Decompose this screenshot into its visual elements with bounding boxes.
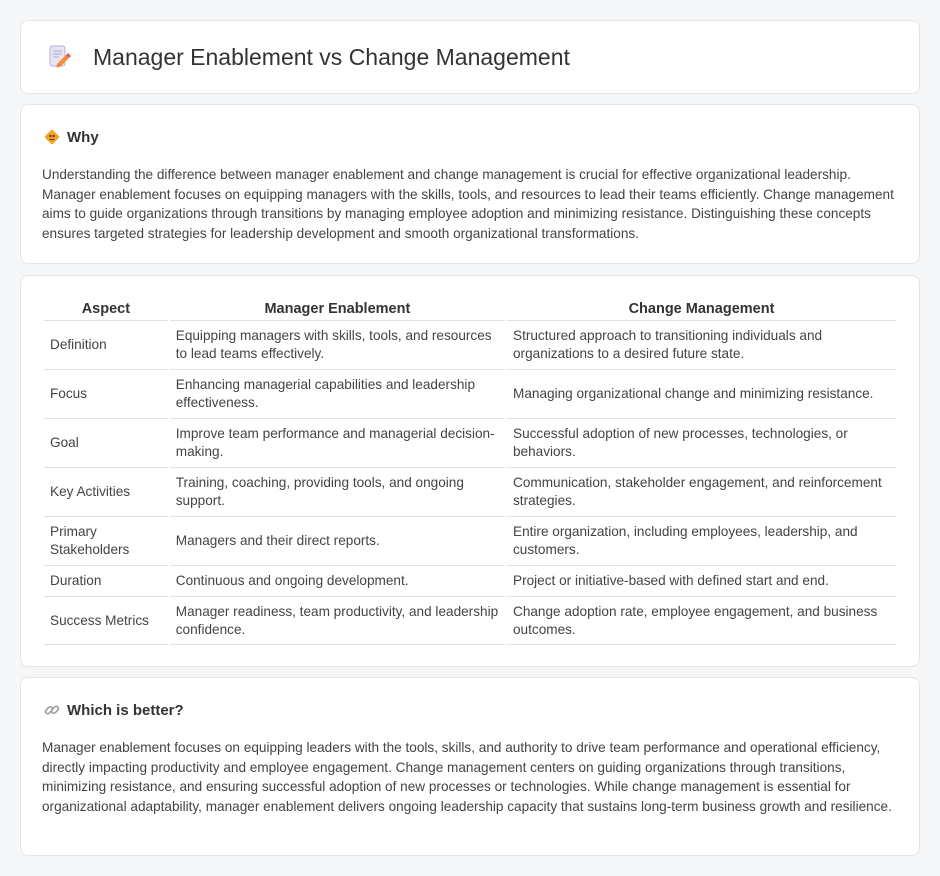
change-management-cell: Change adoption rate, employee engagement, and business outcomes. — [507, 596, 896, 645]
table-header-row — [44, 296, 896, 320]
diamond-sign-icon — [43, 128, 61, 146]
manager-enablement-cell: Training, coaching, providing tools, and ongoing support. — [170, 467, 505, 516]
table-row — [44, 320, 896, 369]
change-management-cell: Entire organization, including employees, leadership, and customers. — [507, 516, 896, 565]
which-is-better-section — [20, 677, 920, 856]
manager-enablement-cell: Equipping managers with skills, tools, and resources to lead teams effectively. — [170, 320, 505, 369]
table-row — [44, 467, 896, 516]
page-title: Manager Enablement vs Change Management — [93, 43, 570, 70]
table-row — [44, 418, 896, 467]
table-row — [44, 516, 896, 565]
aspect-cell: Key Activities — [44, 467, 168, 516]
document-pencil-icon — [45, 43, 73, 71]
change-management-cell: Communication, stakeholder engagement, and reinforcement strategies. — [507, 467, 896, 516]
column-header: Manager Enablement — [264, 301, 411, 317]
table-row — [44, 369, 896, 418]
manager-enablement-cell: Managers and their direct reports. — [170, 516, 505, 565]
aspect-cell: Primary Stakeholders — [44, 516, 168, 565]
link-icon — [43, 701, 61, 719]
manager-enablement-cell: Enhancing managerial capabilities and leadership effectiveness. — [170, 369, 505, 418]
why-section — [20, 104, 920, 264]
column-header: Aspect — [81, 301, 131, 317]
change-management-cell: Successful adoption of new processes, technologies, or behaviors. — [507, 418, 896, 467]
column-header: Change Management — [628, 301, 775, 317]
table-row — [44, 596, 896, 645]
manager-enablement-cell: Manager readiness, team productivity, and leadership confidence. — [170, 596, 505, 645]
manager-enablement-cell: Improve team performance and managerial decision-making. — [170, 418, 505, 467]
table-row — [44, 565, 896, 596]
change-management-cell: Structured approach to transitioning individuals and organizations to a desired future state. — [507, 320, 896, 369]
why-heading: Why — [67, 128, 99, 146]
aspect-cell: Success Metrics — [44, 596, 168, 645]
comparison-table — [42, 296, 898, 645]
why-text: Understanding the difference between manager enablement and change management is crucial for effective organizational leadership. Manager enablement focuses on equipping managers with the skills, tools, and resources to lead their teams efficiently. Change management aims to guide organizations through transitions by managing employee adoption and minimizing resistance. Distinguishing these concepts ensures targeted strategies for leadership development and smooth organizational transformations. — [42, 167, 894, 241]
manager-enablement-cell: Continuous and ongoing development. — [170, 565, 505, 596]
aspect-cell: Focus — [44, 369, 168, 418]
aspect-cell: Definition — [44, 320, 168, 369]
change-management-cell: Managing organizational change and minimizing resistance. — [507, 369, 896, 418]
header-card — [20, 20, 920, 94]
better-text: Manager enablement focuses on equipping leaders with the tools, skills, and authority to drive team performance and operational efficiency, directly impacting productivity and employee engagement. Change management centers on guiding organizations through transitions, minimizing resistance, and ensuring successful adoption of new processes or technologies. While change management is essential for organizational adaptability, manager enablement delivers ongoing leadership capacity that sustains long-term business growth and resilience. — [42, 740, 892, 814]
better-heading: Which is better? — [67, 701, 184, 719]
aspect-cell: Goal — [44, 418, 168, 467]
aspect-cell: Duration — [44, 565, 168, 596]
comparison-card — [20, 275, 920, 667]
change-management-cell: Project or initiative-based with defined start and end. — [507, 565, 896, 596]
